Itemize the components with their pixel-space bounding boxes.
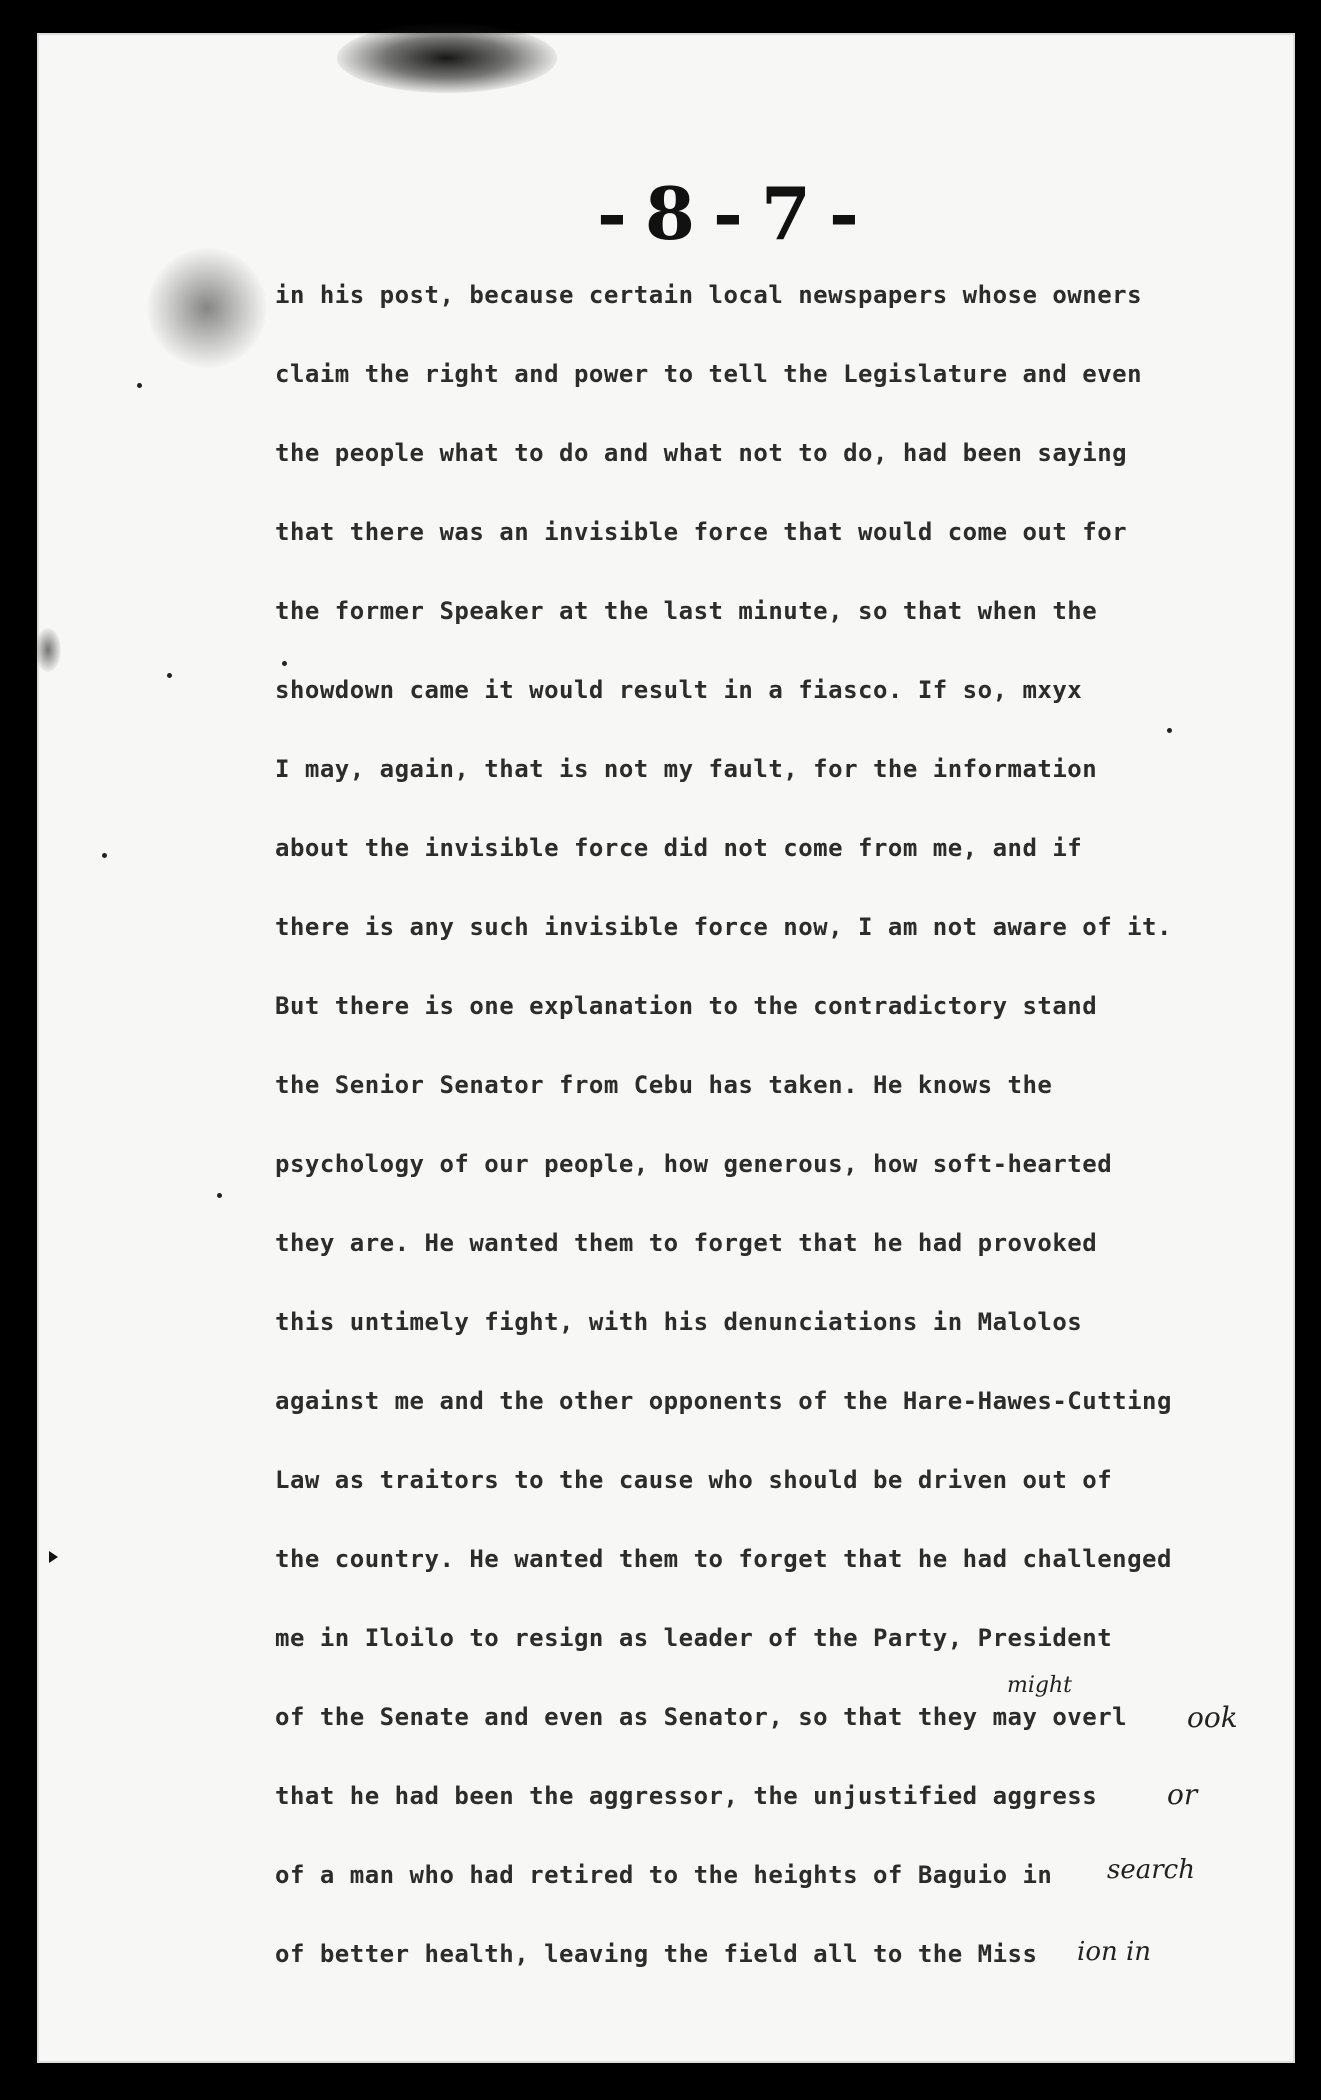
document-page (37, 33, 1295, 2063)
text-line: the Senior Senator from Cebu has taken. He knows the (275, 1071, 1053, 1099)
ink-smudge-left (147, 248, 267, 368)
text-line: psychology of our people, how generous, how soft-hearted (275, 1150, 1113, 1178)
ink-smudge-top (337, 23, 557, 93)
text-line: of better health, leaving the field all to the Miss (275, 1940, 1038, 1968)
speck (217, 1193, 222, 1198)
handwritten-might: might (1007, 1673, 1072, 1698)
speck (167, 673, 172, 678)
text-line: there is any such invisible force now, I am not aware of it. (275, 913, 1172, 941)
speck (102, 853, 107, 858)
text-line: they are. He wanted them to forget that he had provoked (275, 1229, 1098, 1257)
handwritten-ion-in: ion in (1077, 1937, 1152, 1967)
text-line: the country. He wanted them to forget that he had challenged (275, 1545, 1172, 1573)
margin-arrow-mark (49, 1551, 58, 1563)
text-line: that there was an invisible force that would come out for (275, 518, 1128, 546)
text-line: But there is one explanation to the contradictory stand (275, 992, 1098, 1020)
text-line: I may, again, that is not my fault, for the information (275, 755, 1098, 783)
text-line: that he had been the aggressor, the unjustified aggress (275, 1782, 1098, 1810)
text-line: against me and the other opponents of the Hare-Hawes-Cutting (275, 1387, 1172, 1415)
speck (282, 661, 287, 666)
text-line: me in Iloilo to resign as leader of the Party, President (275, 1624, 1113, 1652)
speck (1167, 728, 1172, 733)
handwritten-ook: ook (1187, 1701, 1238, 1734)
text-line: about the invisible force did not come from me, and if (275, 834, 1083, 862)
text-line: showdown came it would result in a fiasco. If so, mxyx (275, 676, 1083, 704)
text-line: Law as traitors to the cause who should be driven out of (275, 1466, 1113, 1494)
page-number: -8-7- (597, 171, 877, 256)
text-line: claim the right and power to tell the Legislature and even (275, 360, 1143, 388)
handwritten-search: search (1107, 1855, 1195, 1885)
text-line: this untimely fight, with his denunciations in Malolos (275, 1308, 1083, 1336)
text-line: of the Senate and even as Senator, so that they may overl (275, 1703, 1128, 1731)
text-line: in his post, because certain local newspapers whose owners (275, 281, 1143, 309)
handwritten-or: or (1167, 1778, 1198, 1811)
margin-mark (35, 628, 61, 672)
text-line: the people what to do and what not to do, had been saying (275, 439, 1128, 467)
text-line: of a man who had retired to the heights of Baguio in (275, 1861, 1053, 1889)
text-line: the former Speaker at the last minute, so that when the (275, 597, 1098, 625)
speck (137, 383, 142, 388)
